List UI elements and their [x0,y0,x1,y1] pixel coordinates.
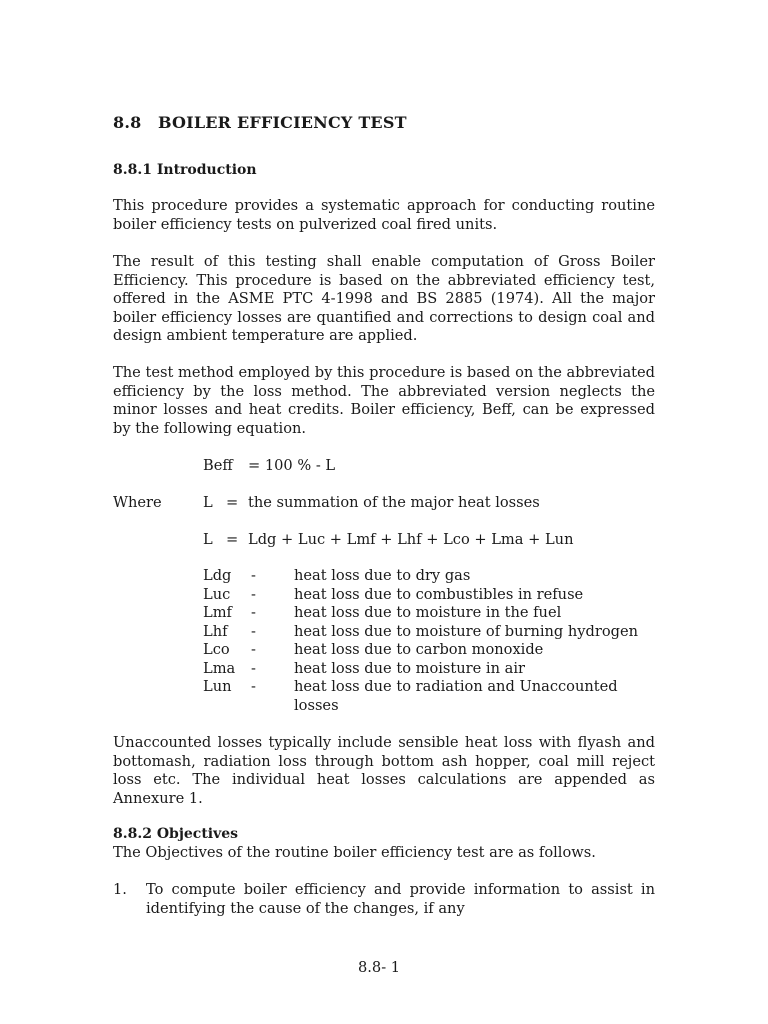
loss-description: heat loss due to carbon monoxide [294,641,544,658]
objectives-intro: The Objectives of the routine boiler efficiency test are as follows. [113,844,596,861]
loss-row [203,641,654,660]
loss-code: Lmf [203,604,232,621]
unaccounted-paragraph [113,734,655,808]
beff-lhs: Beff [203,457,233,474]
loss-dash: - [251,585,256,603]
loss-description: heat loss due to dry gas [294,567,471,584]
unaccounted-line: Unaccounted losses typically include sensible heat loss with flyash and [113,734,655,751]
list-item [113,881,655,918]
loss-row [203,678,654,715]
l-symbol: L [203,494,213,511]
section-title [113,113,407,132]
objectives-heading: 8.8.2 Objectives [113,826,239,842]
l-sum-equation: Ldg + Luc + Lmf + Lhf + Lco + Lma + Lun [248,531,574,548]
loss-code: Luc [203,585,231,603]
loss-dash: - [251,659,256,677]
loss-row [203,660,654,679]
list-marker: 1. [113,881,127,898]
equals-sign: = [226,494,239,511]
loss-row [203,623,654,642]
beff-rhs: = 100 % - L [248,457,336,474]
loss-table [203,567,654,715]
unaccounted-line: loss etc. The individual heat losses calculations are appended as [113,771,655,789]
list-item-text: To compute boiler efficiency and provide information to assist in identifying the cause of the changes, if any [146,881,655,917]
loss-code: Lma [203,659,236,677]
loss-description: heat loss due to combustibles in refuse [294,585,584,603]
loss-row [203,586,654,605]
loss-row [203,567,654,586]
loss-description: heat loss due to moisture in air [294,659,525,677]
loss-code: Lhf [203,622,228,640]
unaccounted-line: Annexure 1. [113,789,203,807]
intro-heading: 8.8.1 Introduction [113,162,257,178]
loss-dash: - [251,641,256,658]
equals-sign-2: = [226,531,239,548]
loss-code: Lco [203,641,230,658]
loss-code: Lun [203,678,232,695]
intro-paragraph-3: The test method employed by this procedure is based on the abbreviated efficiency by the loss method. The abbreviated version neglects the minor losses and heat credits. Boiler efficiency, Beff, can be expressed by the following equation. [113,364,655,437]
loss-description: heat loss due to moisture in the fuel [294,604,562,621]
page-number: 8.8- 1 [358,959,401,976]
loss-dash: - [251,604,256,621]
l-definition: the summation of the major heat losses [248,494,540,511]
loss-description: heat loss due to radiation and Unaccounted losses [294,678,618,714]
intro-paragraph-2: The result of this testing shall enable computation of Gross Boiler Efficiency. This procedure is based on the abbreviated efficiency test, offered in the ASME PTC 4-1998 and BS 2885 (1974). All the major boiler efficiency losses are quantified and corrections to design coal and design ambient temperature are applied. [113,253,655,345]
loss-dash: - [251,678,256,695]
loss-dash: - [251,622,256,640]
where-label: Where [113,494,162,511]
objectives-list [113,881,655,918]
loss-code: Ldg [203,567,232,584]
loss-description: heat loss due to moisture of burning hydrogen [294,622,639,640]
section-title-text: BOILER EFFICIENCY TEST [158,113,407,132]
loss-row [203,604,654,623]
loss-dash: - [251,567,256,584]
l-symbol-2: L [203,531,213,548]
intro-paragraph-1: This procedure provides a systematic approach for conducting routine boiler efficiency tests on pulverized coal fired units. [113,197,655,233]
unaccounted-line: bottomash, radiation loss through bottom ash hopper, coal mill reject [113,752,655,770]
section-number: 8.8 [113,113,142,132]
